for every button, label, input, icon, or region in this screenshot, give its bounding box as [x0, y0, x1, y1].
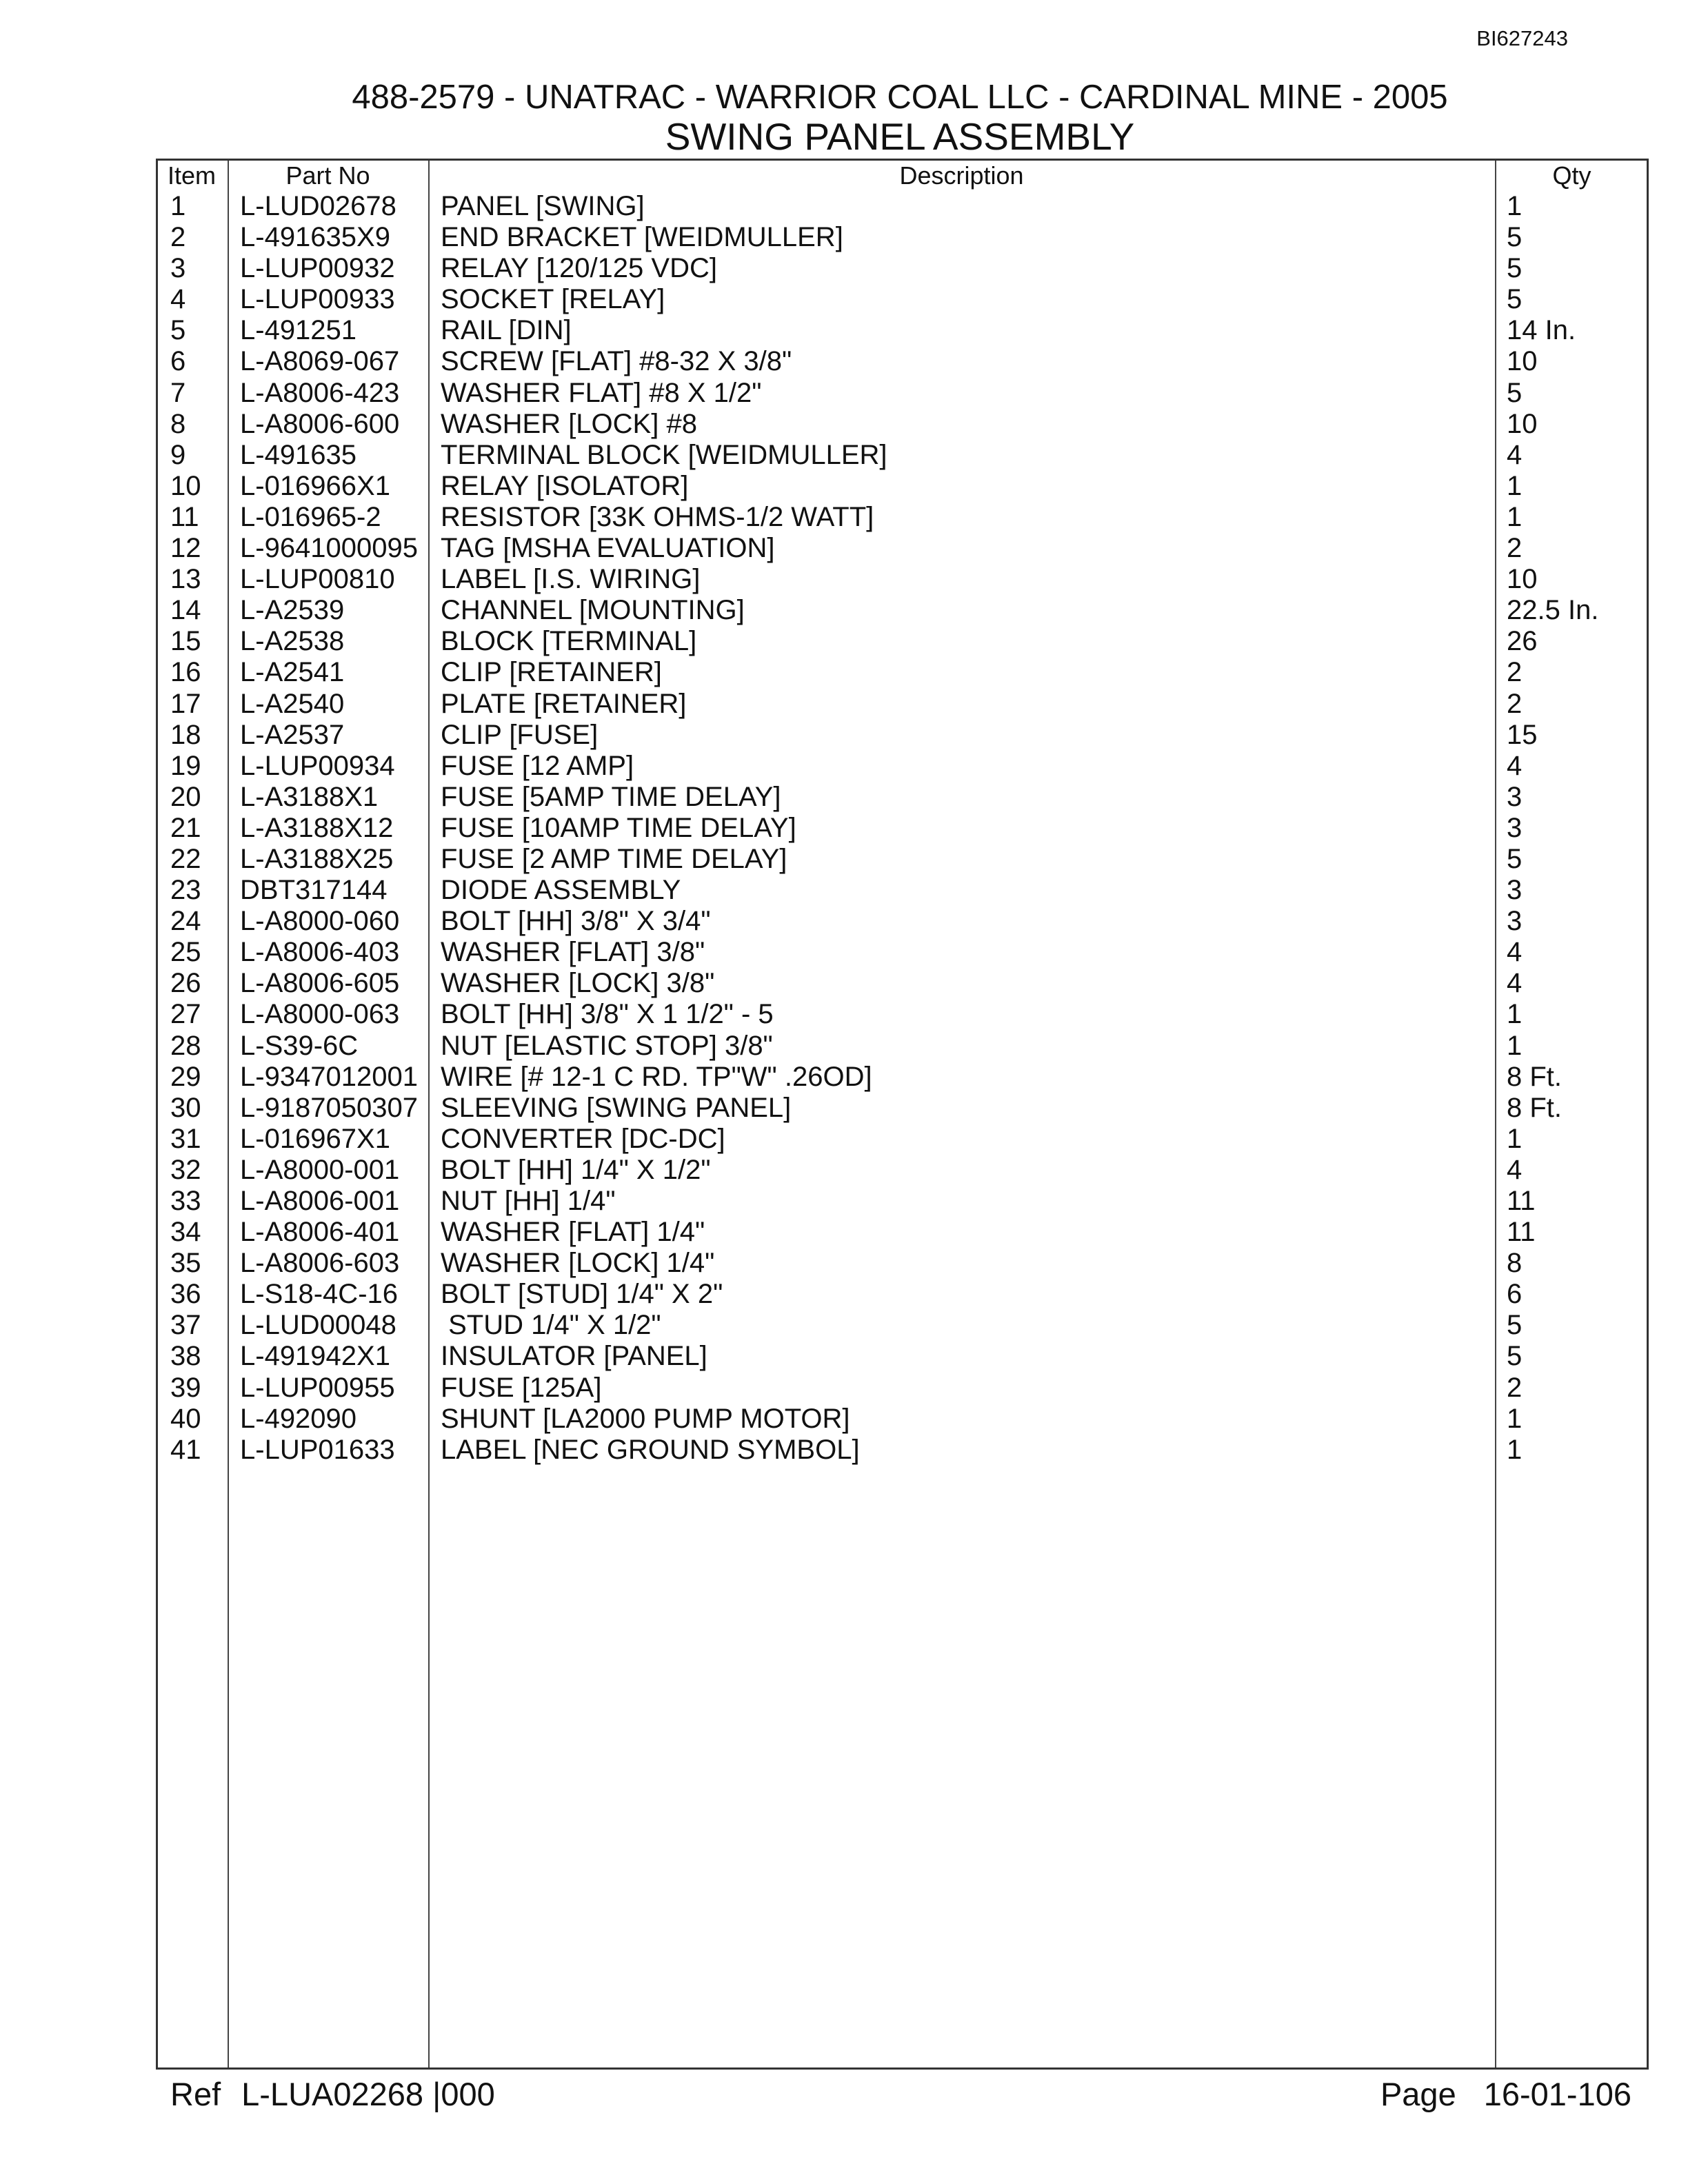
description-cell: NUT [HH] 1/4" — [441, 1186, 616, 1216]
item-cell: 8 — [170, 408, 186, 439]
description-cell: INSULATOR [PANEL] — [441, 1341, 707, 1372]
part-no-cell: L-A2539 — [240, 595, 345, 626]
description-cell: NUT [ELASTIC STOP] 3/8" — [441, 1030, 773, 1061]
qty-cell: 15 — [1507, 719, 1538, 750]
description-cell: SOCKET [RELAY] — [441, 284, 665, 315]
qty-cell: 1 — [1507, 1434, 1523, 1465]
item-cell: 22 — [170, 843, 201, 874]
table-row — [158, 844, 1647, 875]
table-row — [158, 1062, 1647, 1093]
part-no-cell: L-9347012001 — [240, 1061, 419, 1092]
table-row — [158, 284, 1647, 315]
description-cell: RESISTOR [33K OHMS-1/2 WATT] — [441, 501, 874, 532]
qty-cell: 1 — [1507, 501, 1523, 532]
qty-cell: 5 — [1507, 843, 1523, 874]
table-row — [158, 564, 1647, 595]
table-row — [158, 409, 1647, 440]
part-no-cell: L-491942X1 — [240, 1341, 390, 1372]
table-row — [158, 253, 1647, 284]
part-no-cell: L-9187050307 — [240, 1092, 419, 1123]
parts-table — [156, 159, 1649, 2070]
item-cell: 3 — [170, 253, 186, 284]
qty-cell: 8 — [1507, 1248, 1523, 1279]
part-no-cell: L-A8006-603 — [240, 1248, 400, 1279]
table-row — [158, 346, 1647, 377]
description-cell: DIODE ASSEMBLY — [441, 875, 681, 906]
description-cell: WASHER [LOCK] 1/4" — [441, 1248, 715, 1279]
part-no-cell: L-LUP00933 — [240, 284, 395, 315]
assembly-title: SWING PANEL ASSEMBLY — [665, 115, 1135, 158]
qty-cell: 22.5 In. — [1507, 595, 1599, 626]
description-cell: LABEL [I.S. WIRING] — [441, 564, 701, 595]
document-id: BI627243 — [1476, 26, 1568, 50]
item-cell: 24 — [170, 906, 201, 937]
item-cell: 19 — [170, 750, 201, 781]
table-row — [158, 1435, 1647, 1466]
qty-cell: 1 — [1507, 1403, 1523, 1434]
table-row — [158, 471, 1647, 502]
part-no-cell: L-A3188X25 — [240, 843, 394, 874]
table-row — [158, 315, 1647, 346]
item-cell: 23 — [170, 875, 201, 906]
qty-cell: 10 — [1507, 346, 1538, 377]
description-cell: FUSE [10AMP TIME DELAY] — [441, 812, 796, 843]
footer-reference — [170, 2075, 495, 2114]
table-row — [158, 1186, 1647, 1217]
part-no-cell: L-A8006-605 — [240, 968, 400, 999]
table-row — [158, 1093, 1647, 1124]
item-cell: 35 — [170, 1248, 201, 1279]
qty-cell: 8 Ft. — [1507, 1061, 1563, 1092]
table-row — [158, 813, 1647, 844]
table-row — [158, 595, 1647, 626]
part-no-cell: L-491251 — [240, 315, 357, 346]
item-cell: 15 — [170, 626, 201, 657]
part-no-cell: DBT317144 — [240, 875, 388, 906]
part-no-cell: L-016965-2 — [240, 501, 381, 532]
qty-cell: 26 — [1507, 626, 1538, 657]
item-cell: 39 — [170, 1372, 201, 1403]
table-row — [158, 937, 1647, 968]
item-cell: 4 — [170, 284, 186, 315]
description-cell: FUSE [125A] — [441, 1372, 602, 1403]
part-no-cell: L-016967X1 — [240, 1123, 390, 1154]
qty-cell: 2 — [1507, 688, 1523, 719]
item-cell: 31 — [170, 1123, 201, 1154]
header-description: Description — [899, 161, 1024, 190]
document-title: 488-2579 - UNATRAC - WARRIOR COAL LLC - CARDINAL MINE - 2005 — [352, 79, 1448, 116]
qty-cell: 1 — [1507, 1123, 1523, 1154]
part-no-cell: L-LUP01633 — [240, 1434, 395, 1465]
table-row — [158, 1279, 1647, 1310]
table-row — [158, 751, 1647, 782]
description-cell: WIRE [# 12-1 C RD. TP"W" .26OD] — [441, 1061, 872, 1092]
table-row — [158, 875, 1647, 906]
ref-value: L-LUA02268 |000 — [241, 2076, 495, 2112]
description-cell: RELAY [ISOLATOR] — [441, 470, 689, 501]
qty-cell: 6 — [1507, 1279, 1523, 1310]
description-cell: FUSE [2 AMP TIME DELAY] — [441, 843, 787, 874]
qty-cell: 4 — [1507, 750, 1523, 781]
description-cell: PANEL [SWING] — [441, 191, 645, 221]
part-no-cell: L-A8006-600 — [240, 408, 400, 439]
item-cell: 2 — [170, 222, 186, 253]
part-no-cell: L-S18-4C-16 — [240, 1279, 399, 1310]
item-cell: 21 — [170, 812, 201, 843]
part-no-cell: L-A2541 — [240, 657, 345, 688]
table-row — [158, 782, 1647, 813]
item-cell: 41 — [170, 1434, 201, 1465]
item-cell: 26 — [170, 968, 201, 999]
table-row — [158, 906, 1647, 937]
item-cell: 18 — [170, 719, 201, 750]
item-cell: 40 — [170, 1403, 201, 1434]
description-cell: SLEEVING [SWING PANEL] — [441, 1092, 792, 1123]
table-row — [158, 1031, 1647, 1062]
table-row — [158, 1217, 1647, 1248]
item-cell: 36 — [170, 1279, 201, 1310]
qty-cell: 3 — [1507, 781, 1523, 812]
part-no-cell: L-LUD02678 — [240, 191, 396, 221]
part-no-cell: L-LUD00048 — [240, 1310, 396, 1341]
description-cell: RAIL [DIN] — [441, 315, 572, 346]
ref-label: Ref — [170, 2076, 221, 2112]
qty-cell: 5 — [1507, 253, 1523, 284]
qty-cell: 3 — [1507, 875, 1523, 906]
item-cell: 12 — [170, 533, 201, 564]
item-cell: 20 — [170, 781, 201, 812]
item-cell: 9 — [170, 439, 186, 470]
item-cell: 33 — [170, 1186, 201, 1216]
table-row — [158, 999, 1647, 1030]
qty-cell: 11 — [1507, 1217, 1536, 1248]
description-cell: WASHER FLAT] #8 X 1/2" — [441, 377, 762, 408]
table-row — [158, 1373, 1647, 1404]
description-cell: SCREW [FLAT] #8-32 X 3/8" — [441, 346, 792, 377]
description-cell: WASHER [FLAT] 3/8" — [441, 937, 705, 968]
qty-cell: 2 — [1507, 533, 1523, 564]
part-no-cell: L-A8006-001 — [240, 1186, 400, 1216]
item-cell: 7 — [170, 377, 186, 408]
qty-cell: 5 — [1507, 377, 1523, 408]
table-row — [158, 968, 1647, 999]
header-qty: Qty — [1552, 161, 1591, 190]
item-cell: 10 — [170, 470, 201, 501]
page-label: Page — [1380, 2076, 1456, 2112]
description-cell: BOLT [HH] 3/8" X 1 1/2" - 5 — [441, 999, 774, 1030]
description-cell: FUSE [5AMP TIME DELAY] — [441, 781, 781, 812]
part-no-cell: L-491635X9 — [240, 222, 390, 253]
item-cell: 6 — [170, 346, 186, 377]
part-no-cell: L-9641000095 — [240, 533, 419, 564]
item-cell: 13 — [170, 564, 201, 595]
header-item: Item — [168, 161, 217, 190]
table-body — [158, 191, 1647, 1466]
description-cell: TERMINAL BLOCK [WEIDMULLER] — [441, 439, 887, 470]
part-no-cell: L-A2540 — [240, 688, 345, 719]
table-row — [158, 626, 1647, 657]
part-no-cell: L-A8006-401 — [240, 1217, 400, 1248]
part-no-cell: L-A8006-403 — [240, 937, 400, 968]
description-cell: CLIP [FUSE] — [441, 719, 599, 750]
item-cell: 11 — [170, 501, 199, 532]
table-row — [158, 191, 1647, 222]
qty-cell: 2 — [1507, 1372, 1523, 1403]
item-cell: 5 — [170, 315, 186, 346]
qty-cell: 11 — [1507, 1186, 1536, 1216]
part-no-cell: L-LUP00932 — [240, 253, 395, 284]
item-cell: 37 — [170, 1310, 201, 1341]
description-cell: BOLT [STUD] 1/4" X 2" — [441, 1279, 723, 1310]
qty-cell: 3 — [1507, 906, 1523, 937]
part-no-cell: L-491635 — [240, 439, 357, 470]
qty-cell: 4 — [1507, 968, 1523, 999]
item-cell: 16 — [170, 657, 201, 688]
item-cell: 14 — [170, 595, 201, 626]
qty-cell: 4 — [1507, 937, 1523, 968]
description-cell: TAG [MSHA EVALUATION] — [441, 533, 775, 564]
qty-cell: 10 — [1507, 408, 1538, 439]
part-no-cell: L-A8000-060 — [240, 906, 400, 937]
description-cell: WASHER [LOCK] #8 — [441, 408, 697, 439]
description-cell: CLIP [RETAINER] — [441, 657, 662, 688]
page-number: 16-01-106 — [1483, 2076, 1631, 2112]
item-cell: 17 — [170, 688, 201, 719]
description-cell: BOLT [HH] 3/8" X 3/4" — [441, 906, 711, 937]
description-cell: CHANNEL [MOUNTING] — [441, 595, 745, 626]
table-row — [158, 720, 1647, 751]
table-row — [158, 1404, 1647, 1435]
qty-cell: 1 — [1507, 1030, 1523, 1061]
qty-cell: 14 In. — [1507, 315, 1576, 346]
part-no-cell: L-LUP00810 — [240, 564, 395, 595]
description-cell: BLOCK [TERMINAL] — [441, 626, 697, 657]
part-no-cell: L-A2537 — [240, 719, 345, 750]
description-cell: BOLT [HH] 1/4" X 1/2" — [441, 1154, 711, 1185]
header-part-no: Part No — [285, 161, 370, 190]
table-row — [158, 689, 1647, 720]
description-cell: RELAY [120/125 VDC] — [441, 253, 717, 284]
table-row — [158, 1341, 1647, 1372]
qty-cell: 4 — [1507, 1154, 1523, 1185]
part-no-cell: L-A8006-423 — [240, 377, 400, 408]
item-cell: 34 — [170, 1217, 201, 1248]
qty-cell: 2 — [1507, 657, 1523, 688]
item-cell: 32 — [170, 1154, 201, 1185]
table-row — [158, 1248, 1647, 1279]
qty-cell: 4 — [1507, 439, 1523, 470]
part-no-cell: L-A8000-063 — [240, 999, 400, 1030]
description-cell: SHUNT [LA2000 PUMP MOTOR] — [441, 1403, 850, 1434]
part-no-cell: L-A2538 — [240, 626, 345, 657]
item-cell: 38 — [170, 1341, 201, 1372]
description-cell: WASHER [LOCK] 3/8" — [441, 968, 715, 999]
description-cell: WASHER [FLAT] 1/4" — [441, 1217, 705, 1248]
part-no-cell: L-A8069-067 — [240, 346, 400, 377]
qty-cell: 3 — [1507, 812, 1523, 843]
table-row — [158, 1310, 1647, 1341]
item-cell: 25 — [170, 937, 201, 968]
table-row — [158, 378, 1647, 409]
qty-cell: 8 Ft. — [1507, 1092, 1563, 1123]
part-no-cell: L-LUP00934 — [240, 750, 395, 781]
part-no-cell: L-S39-6C — [240, 1030, 359, 1061]
item-cell: 28 — [170, 1030, 201, 1061]
part-no-cell: L-016966X1 — [240, 470, 390, 501]
item-cell: 1 — [170, 191, 186, 221]
part-no-cell: L-A8000-001 — [240, 1154, 400, 1185]
table-row — [158, 222, 1647, 253]
item-cell: 30 — [170, 1092, 201, 1123]
description-cell: CONVERTER [DC-DC] — [441, 1123, 725, 1154]
table-row — [158, 657, 1647, 688]
qty-cell: 5 — [1507, 1310, 1523, 1341]
description-cell: FUSE [12 AMP] — [441, 750, 634, 781]
qty-cell: 5 — [1507, 284, 1523, 315]
qty-cell: 10 — [1507, 564, 1538, 595]
table-row — [158, 533, 1647, 564]
part-no-cell: L-LUP00955 — [240, 1372, 395, 1403]
part-no-cell: L-A3188X12 — [240, 812, 394, 843]
table-row — [158, 502, 1647, 533]
footer-page — [1380, 2075, 1631, 2114]
item-cell: 29 — [170, 1061, 201, 1092]
table-row — [158, 440, 1647, 471]
qty-cell: 1 — [1507, 191, 1523, 221]
qty-cell: 5 — [1507, 222, 1523, 253]
description-cell: END BRACKET [WEIDMULLER] — [441, 222, 843, 253]
qty-cell: 5 — [1507, 1341, 1523, 1372]
table-row — [158, 1155, 1647, 1186]
description-cell: LABEL [NEC GROUND SYMBOL] — [441, 1434, 860, 1465]
part-no-cell: L-492090 — [240, 1403, 357, 1434]
table-row — [158, 1124, 1647, 1155]
qty-cell: 1 — [1507, 470, 1523, 501]
item-cell: 27 — [170, 999, 201, 1030]
description-cell: PLATE [RETAINER] — [441, 688, 687, 719]
part-no-cell: L-A3188X1 — [240, 781, 379, 812]
description-cell: STUD 1/4" X 1/2" — [441, 1310, 661, 1341]
qty-cell: 1 — [1507, 999, 1523, 1030]
